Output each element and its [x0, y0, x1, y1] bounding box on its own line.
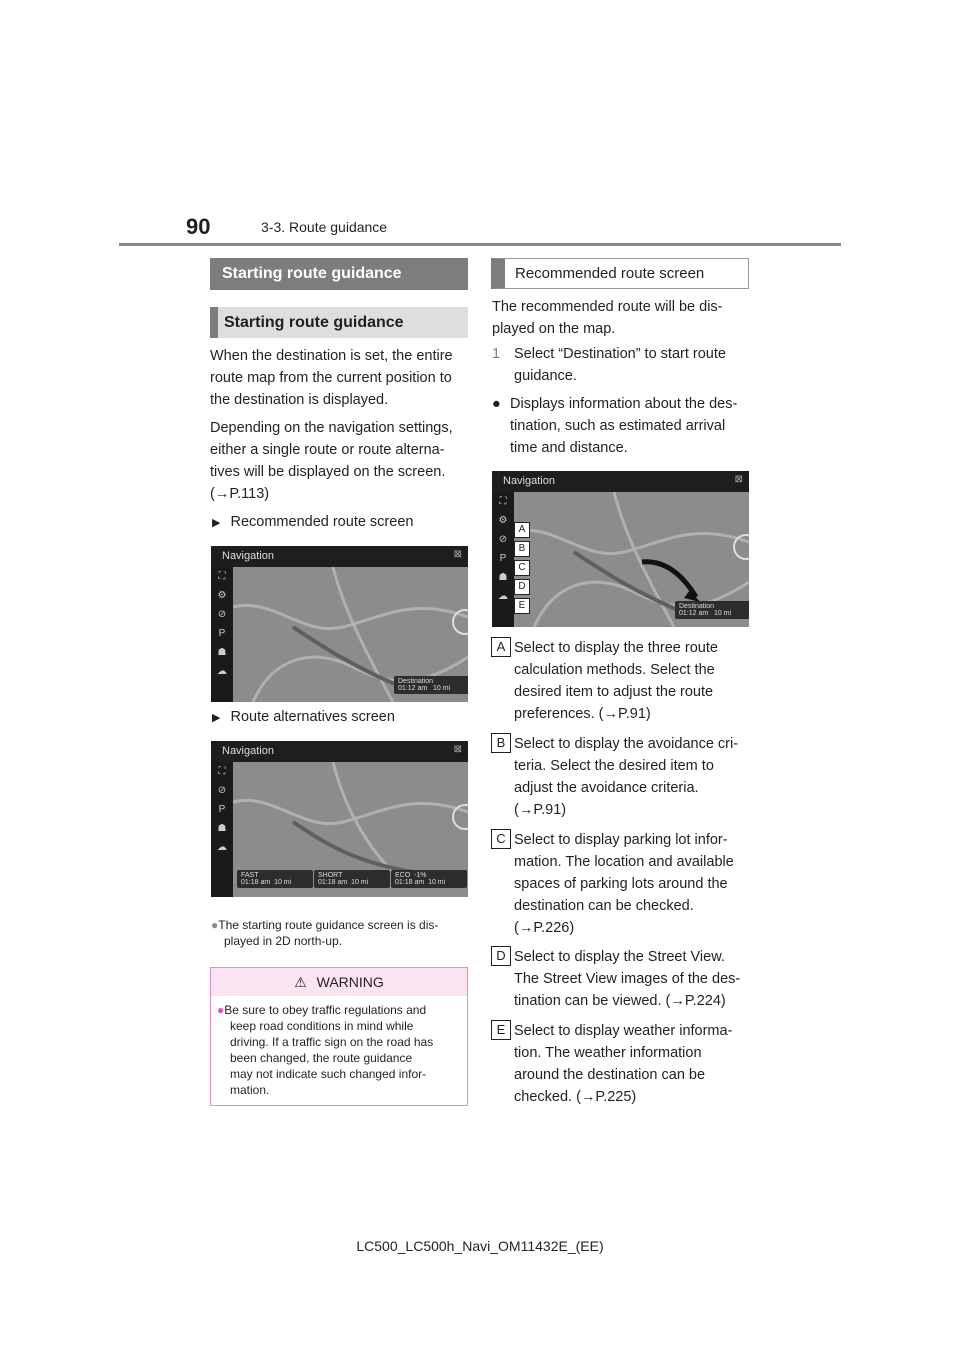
map-area [233, 762, 468, 897]
screen-title: Navigation [211, 546, 468, 567]
parking-icon: P [218, 804, 226, 815]
weather-icon: ☁ [217, 666, 227, 677]
section-title: 3-3. Route guidance [261, 219, 388, 235]
avoid-icon: ⊘ [498, 534, 508, 545]
item-e-text: Select to display weather informa- tion. The weather information around the destination can be checked. (→P.225) [514, 1023, 733, 1105]
callout-b: B [514, 541, 530, 557]
parking-icon: P [218, 628, 226, 639]
header-rule [119, 243, 841, 246]
street-view-icon: ☗ [217, 647, 227, 658]
callout-c: C [514, 560, 530, 576]
item-letter-c: C [491, 829, 511, 849]
warning-header: ⚠ WARNING [211, 968, 467, 996]
warning-text: ●Be sure to obey traffic regulations and keep road conditions in mind while driving. If a traffic sign on the road has been changed, the route guidance may not indicate such changed infor- mation. [217, 1003, 434, 1097]
avoid-icon: ⊘ [217, 609, 227, 620]
callout-a: A [514, 522, 530, 538]
destination-panel[interactable]: Destination 01:12 am 10 mi [675, 601, 749, 619]
triangle-bullet-icon: ▶ [212, 517, 221, 529]
circle-bullet-icon: ● [217, 1003, 225, 1017]
right-intro: The recommended route will be dis- played on the map. [492, 299, 723, 337]
triangle-bullet-icon: ▶ [212, 712, 221, 724]
side-menu [492, 492, 514, 627]
step-1: 1 Select “Destination” to start route guidance. [492, 343, 752, 387]
intro-paragraph-2: Depending on the navigation settings, either a single route or route alterna- tives will be displayed on the screen. (→P.113) [210, 420, 453, 502]
screenshot-route-alternatives [211, 741, 468, 897]
item-b-text: Select to display the avoidance cri- teria. Select the desired item to adjust the avoidance criteria. (→P.91) [514, 736, 739, 818]
map-area [514, 492, 749, 627]
item-letter-a: A [491, 637, 511, 657]
expand-icon: ⛶ [218, 571, 226, 582]
circle-bullet-icon: ● [492, 396, 501, 412]
destination-panel[interactable]: Destination 01:12 am 10 mi [394, 676, 468, 694]
expand-icon: ⛶ [499, 496, 507, 507]
screenshot-recommended-route [211, 546, 468, 702]
warning-triangle-icon: ⚠ [294, 974, 307, 990]
circle-bullet-icon: ● [211, 918, 219, 932]
avoid-icon: ⊘ [217, 785, 227, 796]
main-heading: Starting route guidance [210, 258, 468, 290]
item-a-text: Select to display the three route calculation methods. Select the desired item to adjust the route preferences. (→P.91) [514, 640, 718, 722]
alt-route-short[interactable]: SHORT 01:18 am 10 mi [314, 870, 390, 888]
screen-title: Navigation [211, 741, 468, 762]
warning-box [210, 967, 468, 1106]
item-letter-b: B [491, 733, 511, 753]
footer-code: LC500_LC500h_Navi_OM11432E_(EE) [356, 1238, 604, 1254]
map-area [233, 567, 468, 702]
item-letter-d: D [491, 946, 511, 966]
screen-title: Navigation [492, 471, 749, 492]
callout-e: E [514, 598, 530, 614]
alt-route-fast[interactable]: FAST 01:18 am 10 mi [237, 870, 313, 888]
signal-icon: ⊠ [453, 549, 462, 560]
screenshot-labeled [492, 471, 749, 627]
route-options-icon: ⚙ [217, 590, 227, 601]
weather-icon: ☁ [498, 591, 508, 602]
note: ●The starting route guidance screen is dis- played in 2D north-up. [211, 918, 439, 948]
weather-icon: ☁ [217, 842, 227, 853]
bullet-info: ● Displays information about the des- tination, such as estimated arrival time and distance. [492, 393, 752, 459]
alt-route-eco[interactable]: ECO -1% 01:18 am 10 mi [391, 870, 467, 888]
street-view-icon: ☗ [498, 572, 508, 583]
page-number: 90 [186, 214, 211, 239]
parking-icon: P [499, 553, 507, 564]
caption-alternatives: ▶ Route alternatives screen [212, 709, 395, 725]
sub-heading: Starting route guidance [210, 307, 468, 338]
callout-d: D [514, 579, 530, 595]
intro-paragraph-1: When the destination is set, the entire route map from the current position to the destination is displayed. [210, 348, 453, 408]
caption-recommended: ▶ Recommended route screen [212, 514, 414, 530]
expand-icon: ⛶ [218, 766, 226, 777]
item-d-text: Select to display the Street View. The Street View images of the des- tination can be viewed. (→P.224) [514, 949, 741, 1009]
step-number: 1 [492, 346, 501, 362]
side-menu [211, 762, 233, 897]
signal-icon: ⊠ [453, 744, 462, 755]
item-letter-e: E [491, 1020, 511, 1040]
side-menu [211, 567, 233, 702]
route-options-icon: ⚙ [498, 515, 508, 526]
street-view-icon: ☗ [217, 823, 227, 834]
right-heading: Recommended route screen [491, 258, 749, 289]
item-c-text: Select to display parking lot infor- mation. The location and available spaces of parking lots around the destination can be checked. (→P.226) [514, 832, 734, 936]
signal-icon: ⊠ [734, 474, 743, 485]
